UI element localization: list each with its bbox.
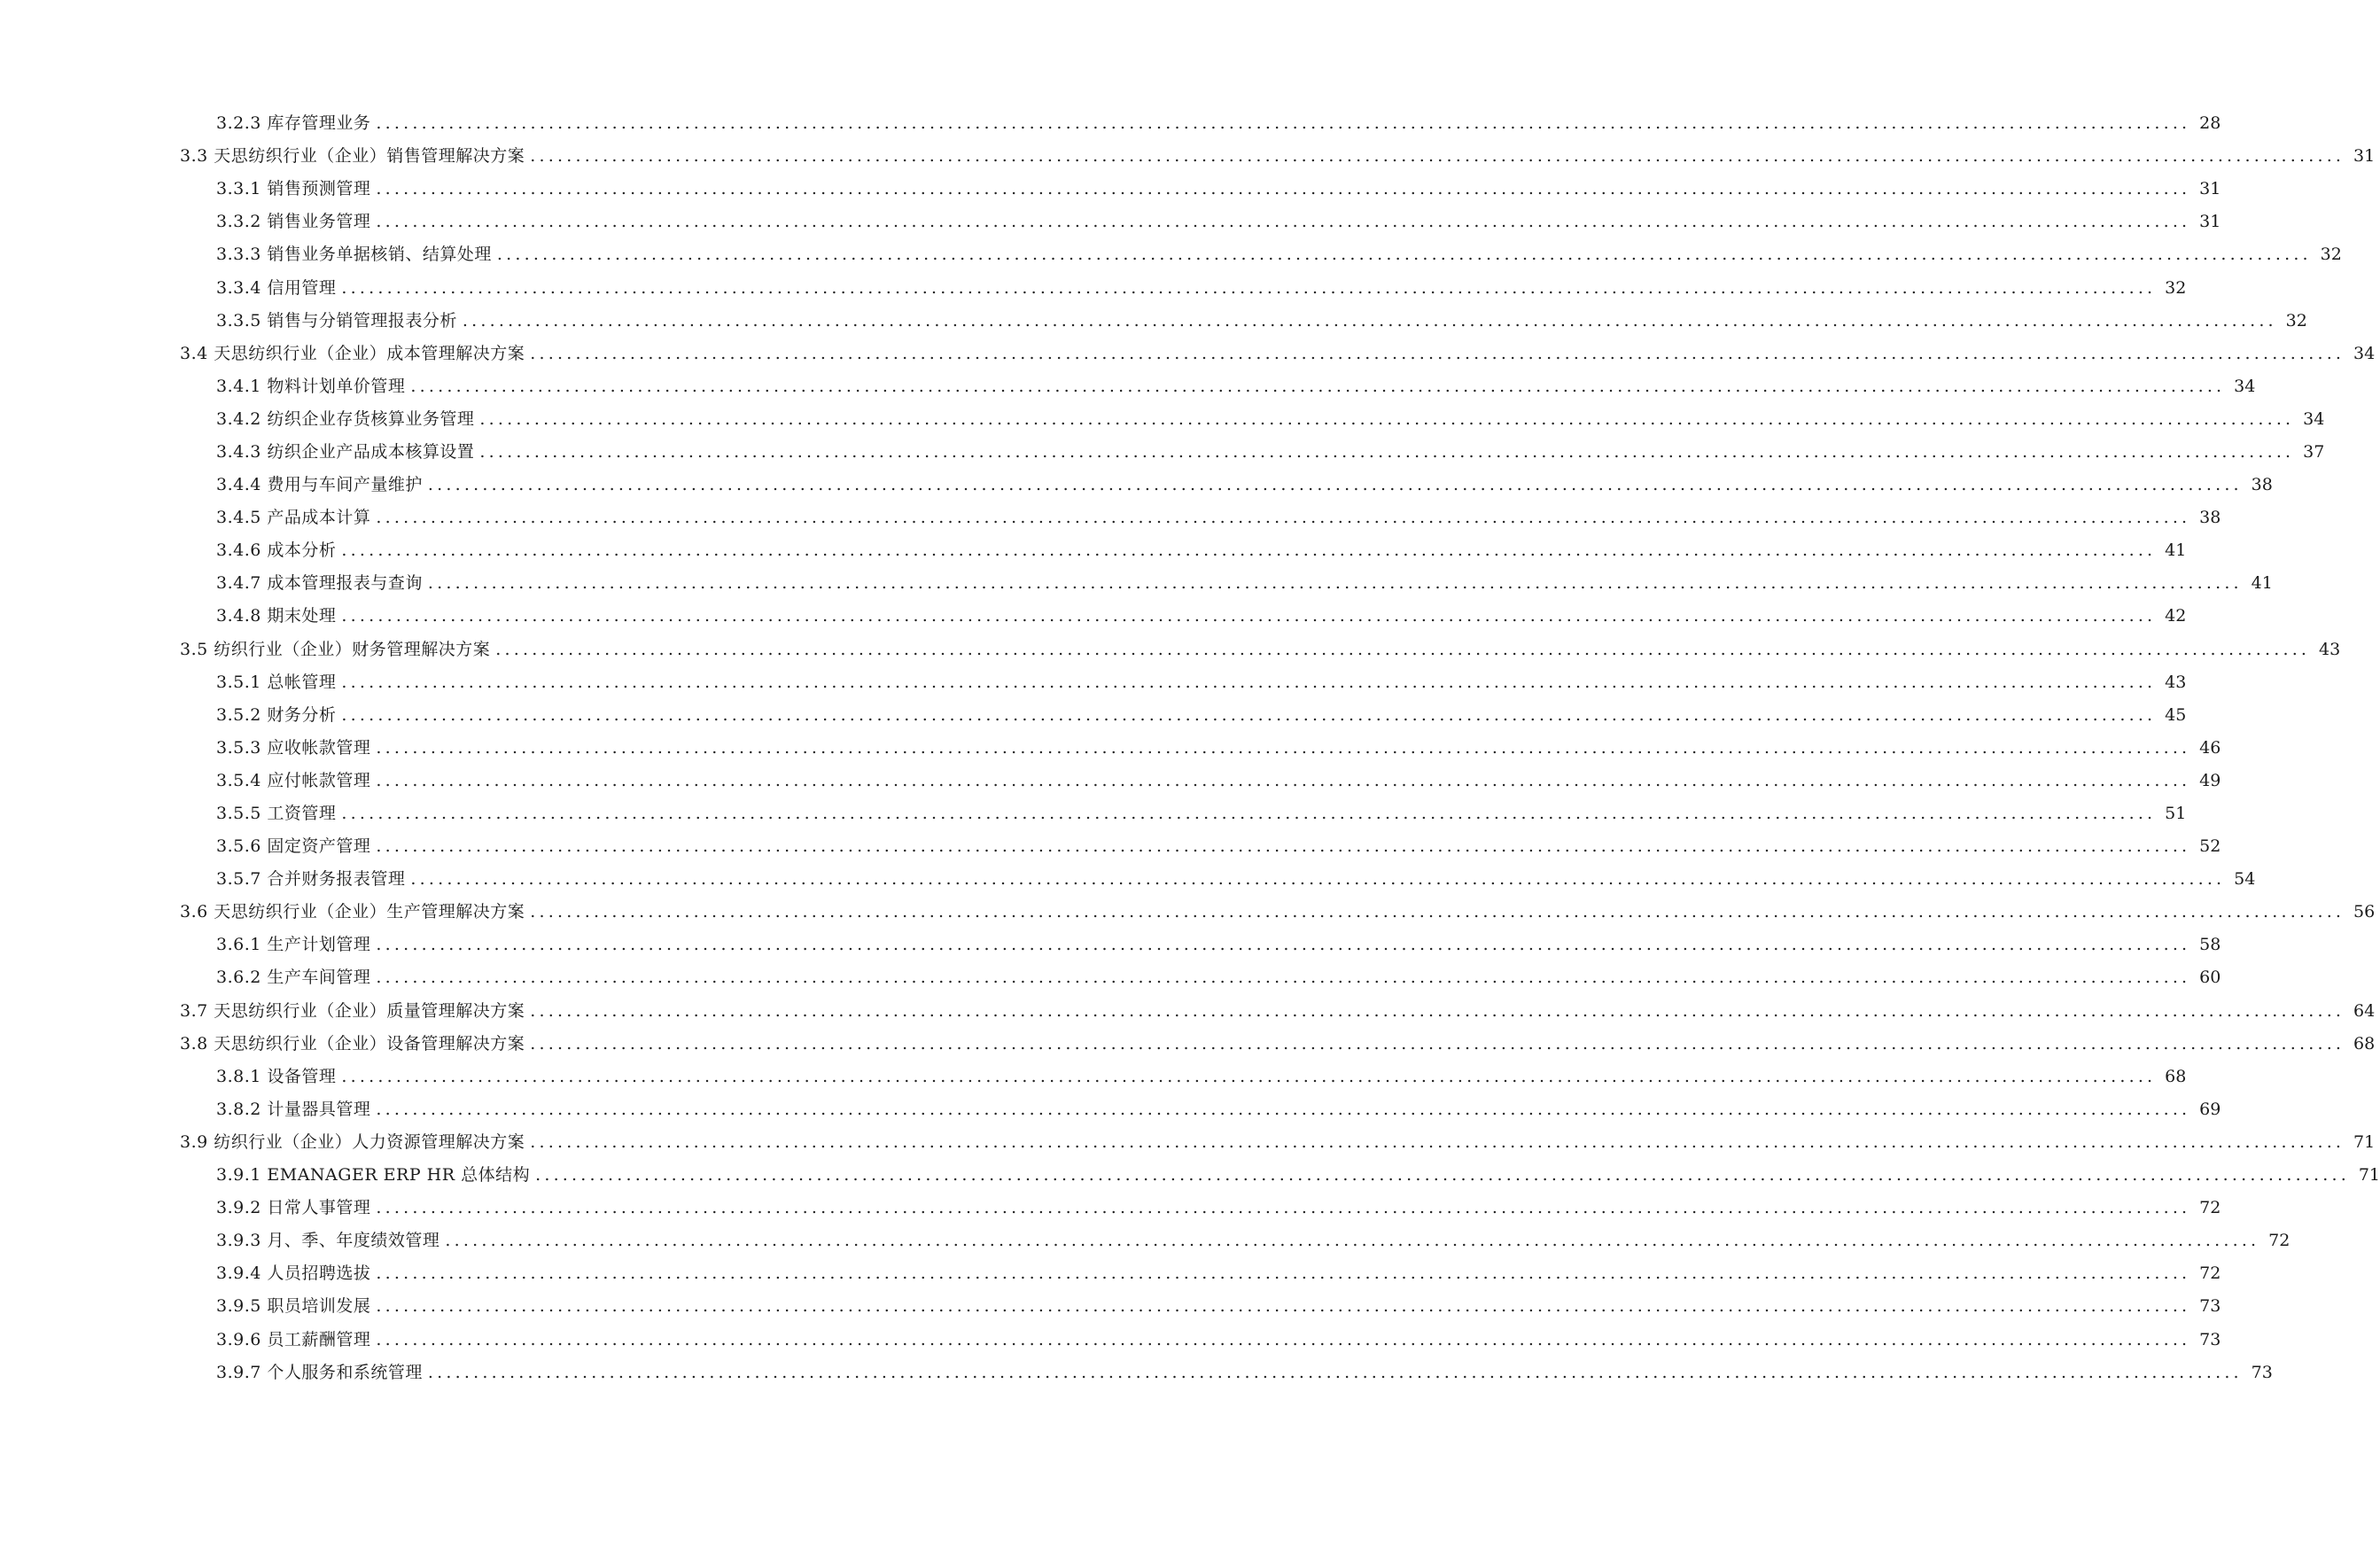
toc-page-number: 51 bbox=[2165, 804, 2187, 824]
toc-page-number: 72 bbox=[2268, 1231, 2291, 1251]
toc-page-number: 37 bbox=[2303, 441, 2325, 462]
toc-page-number: 38 bbox=[2251, 475, 2273, 495]
toc-entry[interactable] bbox=[0, 1093, 2221, 1126]
toc-entry[interactable] bbox=[0, 206, 2221, 238]
toc-dot-leader: ........................................................................................................................................................................................................ bbox=[445, 1231, 2260, 1251]
toc-page-number: 41 bbox=[2251, 573, 2273, 594]
toc-entry-title: 3.9.2 日常人事管理 bbox=[216, 1198, 371, 1218]
toc-entry[interactable] bbox=[0, 961, 2221, 994]
toc-page-number: 46 bbox=[2199, 737, 2221, 758]
toc-dot-leader: ........................................................................................................................................................................................................ bbox=[376, 179, 2191, 199]
toc-page-number: 68 bbox=[2165, 1066, 2187, 1086]
toc-dot-leader: ........................................................................................................................................................................................................ bbox=[376, 1296, 2191, 1317]
toc-entry-title: 3.3.1 销售预测管理 bbox=[216, 179, 371, 199]
toc-entry-title: 3.2.3 库存管理业务 bbox=[216, 113, 371, 134]
toc-page-number: 69 bbox=[2199, 1099, 2221, 1119]
table-of-contents bbox=[0, 107, 2380, 1389]
toc-page-number: 34 bbox=[2234, 376, 2256, 396]
toc-entry[interactable] bbox=[0, 1225, 2291, 1257]
toc-entry-title: 3.5.2 财务分析 bbox=[216, 704, 337, 725]
toc-entry[interactable] bbox=[0, 1126, 2376, 1159]
toc-entry[interactable] bbox=[0, 436, 2325, 469]
toc-dot-leader: ........................................................................................................................................................................................................ bbox=[530, 1000, 2345, 1021]
toc-entry[interactable] bbox=[0, 1028, 2376, 1061]
toc-entry[interactable] bbox=[0, 271, 2187, 304]
toc-dot-leader: ........................................................................................................................................................................................................ bbox=[341, 277, 2157, 298]
toc-entry-title: 3.5.4 应付帐款管理 bbox=[216, 770, 371, 790]
toc-entry-title: 3.3.3 销售业务单据核销、结算处理 bbox=[216, 245, 492, 265]
toc-dot-leader: ........................................................................................................................................................................................................ bbox=[376, 935, 2191, 955]
toc-dot-leader: ........................................................................................................................................................................................................ bbox=[376, 1099, 2191, 1119]
toc-page-number: 71 bbox=[2358, 1165, 2380, 1186]
toc-page-number: 34 bbox=[2303, 408, 2325, 429]
toc-entry[interactable] bbox=[0, 469, 2273, 501]
toc-dot-leader: ........................................................................................................................................................................................................ bbox=[530, 1033, 2345, 1054]
toc-page-number: 60 bbox=[2199, 968, 2221, 988]
toc-entry[interactable] bbox=[0, 634, 2341, 666]
toc-entry[interactable] bbox=[0, 173, 2221, 206]
toc-entry[interactable] bbox=[0, 238, 2342, 271]
toc-entry-title: 3.8 天思纺织行业（企业）设备管理解决方案 bbox=[180, 1033, 525, 1054]
toc-dot-leader: ........................................................................................................................................................................................................ bbox=[495, 639, 2311, 659]
toc-dot-leader: ........................................................................................................................................................................................................ bbox=[376, 508, 2191, 528]
toc-entry-title: 3.4.2 纺织企业存货核算业务管理 bbox=[216, 408, 475, 429]
toc-dot-leader: ........................................................................................................................................................................................................ bbox=[496, 245, 2312, 265]
toc-page-number: 73 bbox=[2199, 1296, 2221, 1317]
toc-dot-leader: ........................................................................................................................................................................................................ bbox=[535, 1165, 2351, 1186]
toc-dot-leader: ........................................................................................................................................................................................................ bbox=[479, 441, 2295, 462]
toc-page-number: 72 bbox=[2199, 1198, 2221, 1218]
toc-entry-title: 3.5.1 总帐管理 bbox=[216, 672, 337, 692]
toc-entry-title: 3.6 天思纺织行业（企业）生产管理解决方案 bbox=[180, 902, 525, 922]
toc-page-number: 73 bbox=[2199, 1329, 2221, 1349]
toc-entry[interactable] bbox=[0, 929, 2221, 961]
toc-entry-title: 3.9.1 EMANAGER ERP HR 总体结构 bbox=[216, 1165, 531, 1186]
toc-dot-leader: ........................................................................................................................................................................................................ bbox=[341, 804, 2157, 824]
toc-dot-leader: ........................................................................................................................................................................................................ bbox=[376, 113, 2191, 134]
toc-entry[interactable] bbox=[0, 797, 2187, 830]
toc-page-number: 68 bbox=[2353, 1033, 2376, 1054]
toc-dot-leader: ........................................................................................................................................................................................................ bbox=[376, 1329, 2191, 1349]
toc-entry-title: 3.5.7 合并财务报表管理 bbox=[216, 869, 406, 890]
toc-dot-leader: ........................................................................................................................................................................................................ bbox=[376, 212, 2191, 232]
toc-page-number: 32 bbox=[2320, 245, 2342, 265]
toc-entry-title: 3.3.2 销售业务管理 bbox=[216, 212, 371, 232]
toc-entry-title: 3.3.4 信用管理 bbox=[216, 277, 337, 298]
toc-entry-title: 3.5 纺织行业（企业）财务管理解决方案 bbox=[180, 639, 491, 659]
toc-entry-title: 3.4.8 期末处理 bbox=[216, 606, 337, 626]
toc-entry[interactable] bbox=[0, 666, 2187, 699]
toc-page-number: 38 bbox=[2199, 508, 2221, 528]
toc-page-number: 71 bbox=[2353, 1131, 2376, 1152]
toc-dot-leader: ........................................................................................................................................................................................................ bbox=[410, 376, 2226, 396]
toc-entry[interactable] bbox=[0, 1257, 2221, 1290]
toc-entry-title: 3.4.3 纺织企业产品成本核算设置 bbox=[216, 441, 475, 462]
toc-entry-title: 3.9.6 员工薪酬管理 bbox=[216, 1329, 371, 1349]
toc-dot-leader: ........................................................................................................................................................................................................ bbox=[530, 343, 2345, 363]
toc-entry[interactable] bbox=[0, 765, 2221, 797]
toc-entry[interactable] bbox=[0, 567, 2273, 600]
toc-page-number: 49 bbox=[2199, 770, 2221, 790]
toc-entry-title: 3.4.7 成本管理报表与查询 bbox=[216, 573, 423, 594]
toc-entry[interactable] bbox=[0, 1290, 2221, 1323]
toc-entry-title: 3.3.5 销售与分销管理报表分析 bbox=[216, 310, 457, 330]
toc-dot-leader: ........................................................................................................................................................................................................ bbox=[376, 836, 2191, 857]
toc-dot-leader: ........................................................................................................................................................................................................ bbox=[530, 146, 2345, 167]
toc-page-number: 32 bbox=[2285, 310, 2307, 330]
toc-page-number: 64 bbox=[2353, 1000, 2376, 1021]
toc-dot-leader: ........................................................................................................................................................................................................ bbox=[410, 869, 2226, 890]
toc-entry[interactable] bbox=[0, 830, 2221, 863]
toc-entry-title: 3.6.2 生产车间管理 bbox=[216, 968, 371, 988]
toc-entry-title: 3.9 纺织行业（企业）人力资源管理解决方案 bbox=[180, 1131, 525, 1152]
toc-entry-title: 3.5.6 固定资产管理 bbox=[216, 836, 371, 857]
toc-page-number: 52 bbox=[2199, 836, 2221, 857]
toc-entry[interactable] bbox=[0, 338, 2376, 370]
toc-entry[interactable] bbox=[0, 732, 2221, 765]
toc-page-number: 31 bbox=[2353, 146, 2376, 167]
toc-entry-title: 3.9.5 职员培训发展 bbox=[216, 1296, 371, 1317]
toc-entry[interactable] bbox=[0, 1192, 2221, 1225]
toc-entry-title: 3.5.3 应收帐款管理 bbox=[216, 737, 371, 758]
toc-dot-leader: ........................................................................................................................................................................................................ bbox=[376, 1198, 2191, 1218]
toc-dot-leader: ........................................................................................................................................................................................................ bbox=[530, 1131, 2345, 1152]
toc-entry[interactable] bbox=[0, 107, 2221, 140]
toc-entry[interactable] bbox=[0, 896, 2376, 929]
toc-page-number: 73 bbox=[2251, 1362, 2273, 1382]
toc-page-number: 43 bbox=[2319, 639, 2341, 659]
toc-entry-title: 3.7 天思纺织行业（企业）质量管理解决方案 bbox=[180, 1000, 525, 1021]
toc-page-number: 34 bbox=[2353, 343, 2376, 363]
toc-dot-leader: ........................................................................................................................................................................................................ bbox=[427, 573, 2243, 594]
toc-entry[interactable] bbox=[0, 1159, 2380, 1192]
toc-page-number: 28 bbox=[2199, 113, 2221, 134]
toc-entry-title: 3.8.2 计量器具管理 bbox=[216, 1099, 371, 1119]
toc-page-number: 42 bbox=[2165, 606, 2187, 626]
toc-dot-leader: ........................................................................................................................................................................................................ bbox=[341, 704, 2157, 725]
toc-entry[interactable] bbox=[0, 534, 2187, 567]
toc-entry[interactable] bbox=[0, 699, 2187, 732]
toc-entry[interactable] bbox=[0, 501, 2221, 534]
toc-entry[interactable] bbox=[0, 1061, 2187, 1093]
toc-entry-title: 3.9.3 月、季、年度绩效管理 bbox=[216, 1231, 440, 1251]
toc-dot-leader: ........................................................................................................................................................................................................ bbox=[376, 1263, 2191, 1284]
toc-dot-leader: ........................................................................................................................................................................................................ bbox=[530, 902, 2345, 922]
toc-entry-title: 3.6.1 生产计划管理 bbox=[216, 935, 371, 955]
toc-entry-title: 3.5.5 工资管理 bbox=[216, 804, 337, 824]
toc-page-number: 45 bbox=[2165, 704, 2187, 725]
toc-entry-title: 3.4.1 物料计划单价管理 bbox=[216, 376, 406, 396]
toc-entry[interactable] bbox=[0, 600, 2187, 633]
toc-dot-leader: ........................................................................................................................................................................................................ bbox=[427, 475, 2243, 495]
toc-dot-leader: ........................................................................................................................................................................................................ bbox=[427, 1362, 2243, 1382]
toc-entry[interactable] bbox=[0, 1323, 2221, 1356]
toc-page-number: 43 bbox=[2165, 672, 2187, 692]
toc-dot-leader: ........................................................................................................................................................................................................ bbox=[376, 968, 2191, 988]
toc-page-number: 31 bbox=[2199, 179, 2221, 199]
toc-dot-leader: ........................................................................................................................................................................................................ bbox=[376, 770, 2191, 790]
toc-dot-leader: ........................................................................................................................................................................................................ bbox=[341, 606, 2157, 626]
toc-page-number: 31 bbox=[2199, 212, 2221, 232]
toc-dot-leader: ........................................................................................................................................................................................................ bbox=[341, 540, 2157, 561]
toc-page-number: 32 bbox=[2165, 277, 2187, 298]
toc-entry[interactable] bbox=[0, 403, 2325, 436]
toc-entry-title: 3.3 天思纺织行业（企业）销售管理解决方案 bbox=[180, 146, 525, 167]
toc-page-number: 54 bbox=[2234, 869, 2256, 890]
toc-entry-title: 3.9.7 个人服务和系统管理 bbox=[216, 1362, 423, 1382]
toc-entry[interactable] bbox=[0, 370, 2256, 403]
toc-entry-title: 3.4.5 产品成本计算 bbox=[216, 508, 371, 528]
toc-dot-leader: ........................................................................................................................................................................................................ bbox=[341, 672, 2157, 692]
toc-page-number: 56 bbox=[2353, 902, 2376, 922]
toc-entry[interactable] bbox=[0, 995, 2376, 1028]
toc-entry[interactable] bbox=[0, 1357, 2273, 1389]
toc-entry[interactable] bbox=[0, 305, 2307, 338]
toc-dot-leader: ........................................................................................................................................................................................................ bbox=[341, 1066, 2157, 1086]
toc-page-number: 58 bbox=[2199, 935, 2221, 955]
toc-entry-title: 3.4 天思纺织行业（企业）成本管理解决方案 bbox=[180, 343, 525, 363]
toc-dot-leader: ........................................................................................................................................................................................................ bbox=[462, 310, 2277, 330]
toc-entry[interactable] bbox=[0, 863, 2256, 896]
toc-entry-title: 3.8.1 设备管理 bbox=[216, 1066, 337, 1086]
toc-entry[interactable] bbox=[0, 140, 2376, 173]
toc-entry-title: 3.9.4 人员招聘选拔 bbox=[216, 1263, 371, 1284]
toc-entry-title: 3.4.4 费用与车间产量维护 bbox=[216, 475, 423, 495]
toc-entry-title: 3.4.6 成本分析 bbox=[216, 540, 337, 561]
toc-dot-leader: ........................................................................................................................................................................................................ bbox=[479, 408, 2295, 429]
toc-page-number: 72 bbox=[2199, 1263, 2221, 1284]
toc-dot-leader: ........................................................................................................................................................................................................ bbox=[376, 737, 2191, 758]
toc-page-number: 41 bbox=[2165, 540, 2187, 561]
